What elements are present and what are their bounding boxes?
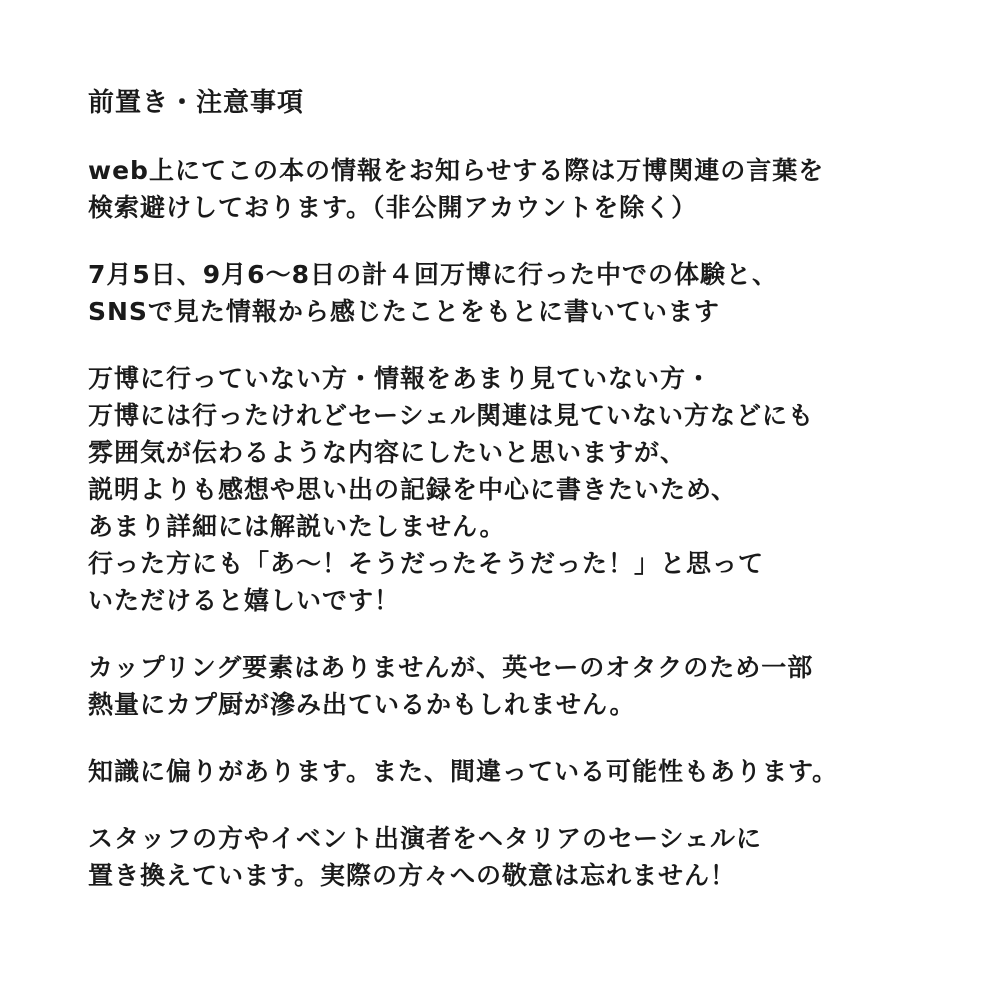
text-line: SNSで見た情報から感じたことをもとに書いています [88,297,720,326]
text-line: 置き換えています。実際の方々への敬意は忘れません！ [88,861,737,890]
paragraph-accuracy [88,753,968,790]
text-line: 熱量にカプ厨が滲み出ているかもしれません。 [88,690,636,719]
text-line: 知識に偏りがあります。また、間違っている可能性もあります。 [88,757,839,786]
notice-page [88,84,968,924]
text-line: あまり詳細には解説いたしません。 [88,512,506,541]
text-line: 説明よりも感想や思い出の記録を中心に書きたいため、 [88,475,738,504]
paragraph-experience [88,256,968,330]
paragraph-search-avoidance [88,152,968,226]
text-line: 行った方にも「あ〜！そうだったそうだった！」と思って [88,549,765,578]
page-title: 前置き・注意事項 [88,88,305,118]
text-line: スタッフの方やイベント出演者をヘタリアのセーシェルに [88,824,763,853]
text-line: 雰囲気が伝わるような内容にしたいと思いますが、 [88,438,687,467]
text-line: web上にてこの本の情報をお知らせする際は万博関連の言葉を [88,156,825,185]
text-line: 7月5日、9月6〜8日の計４回万博に行った中での体験と、 [88,260,778,289]
text-line: 検索避けしております。（非公開アカウントを除く） [88,193,698,222]
paragraph-coupling [88,649,968,723]
paragraph-replacement [88,820,968,894]
text-line: 万博には行ったけれどセーシェル関連は見ていない方などにも [88,401,815,430]
text-line: いただけると嬉しいです！ [88,586,401,615]
text-line: カップリング要素はありませんが、英セーのオタクのため一部 [88,653,814,682]
paragraph-audience [88,360,968,619]
text-line: 万博に行っていない方・情報をあまり見ていない方・ [88,364,713,393]
